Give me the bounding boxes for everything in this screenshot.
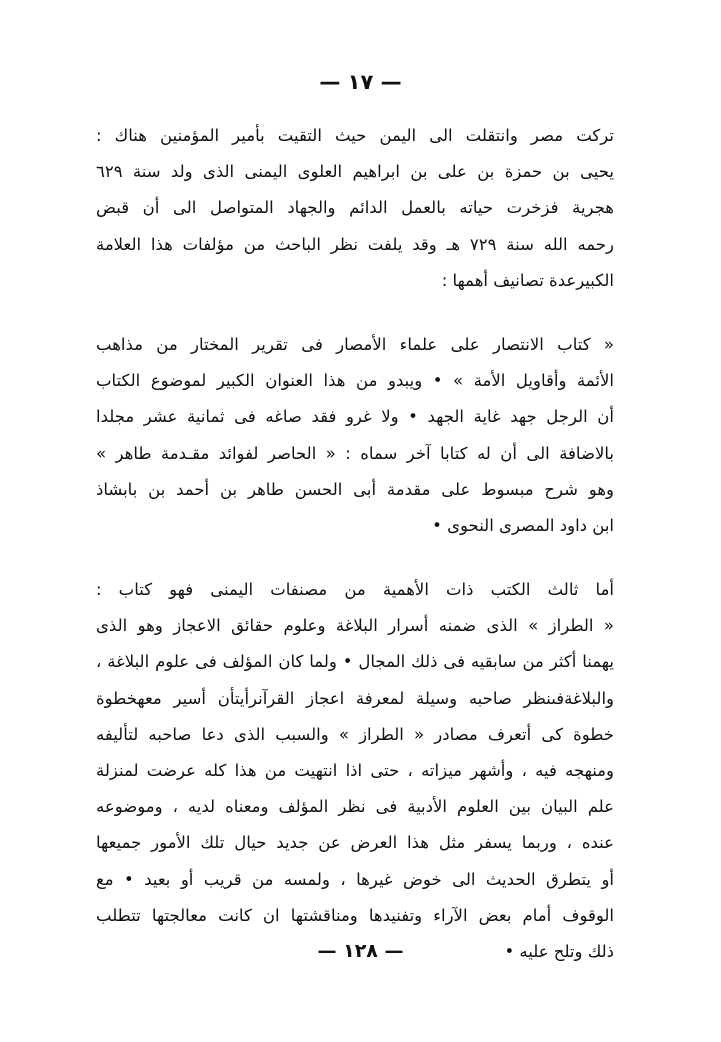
text-line: أو يتطرق الحديث الى خوض غيرها ، ولمسه من قريب أو بعيد • مع <box>96 869 614 889</box>
text-line: تركت مصر وانتقلت الى اليمن حيث التقيت بأمير المؤمنين هناك : <box>96 126 614 145</box>
paragraph-2 <box>96 327 614 544</box>
text-line: هجرية فزخرت حياته بالعمل الدائم والجهاد المتواصل الى أن قبض <box>96 198 614 218</box>
book-page-number: — ١٢٨ — <box>317 940 404 962</box>
paragraph-3 <box>96 572 614 970</box>
text-line: ابن داود المصرى النحوى • <box>432 515 614 535</box>
text-line: أما ثالث الكتب ذات الأهمية من مصنفات اليمنى فهو كتاب : <box>96 580 614 600</box>
text-line: ومنهجه فيه ، وأشهر ميزاته ، حتى اذا انتهيت من هذا كله عرضت لمنزلة <box>96 761 614 780</box>
paragraph-spacer <box>96 299 614 327</box>
text-line: بالاضافة الى أن له كتابا آخر سماه : « الحاصر لفوائد مقـدمة طاهر » <box>96 443 614 463</box>
text-line: الوقوف أمام بعض الآراء وتفنيدها ومناقشتها ان كانت معالجتها تتطلب <box>96 905 614 925</box>
text-line: رحمه الله سنة ٧٢٩ هـ وقد يلفت نظر الباحث من مؤلفات هذا العلامة <box>96 234 614 254</box>
text-line: الأئمة وأقاويل الأمة » • ويبدو من هذا العنوان الكبير لموضوع الكتاب <box>96 371 614 391</box>
paragraph-spacer <box>96 544 614 572</box>
text-line: والبلاغةفىنظر صاحبه وسيلة لمعرفة اعجاز القرآنرأيتأن أسير معهخطوة <box>96 688 614 708</box>
text-line: أن الرجل جهد غاية الجهد • ولا غرو فقد صاغه فى ثمانية عشر مجلدا <box>96 407 614 427</box>
paragraph-1 <box>96 118 614 299</box>
text-line: ذلك وتلح عليه • <box>504 941 614 961</box>
chapter-page-number: — ١٧ — <box>319 70 402 94</box>
page-body <box>96 118 614 970</box>
text-line: « الطراز » الذى ضمنه أسرار البلاغة وعلوم حقائق الاعجاز وهو الذى <box>96 616 614 636</box>
text-line: علم البيان بين العلوم الأدبية فى نظر المؤلف ومعناه لديه ، وموضوعه <box>96 797 614 817</box>
text-line: خطوة كى أتعرف مصادر « الطراز » والسبب الذى دعا صاحبه لتأليفه <box>96 724 614 744</box>
text-line: يحيى بن حمزة بن على بن ابراهيم العلوى اليمنى الذى ولد سنة ٦٢٩ <box>96 162 614 182</box>
text-line: وهو شرح مبسوط على مقدمة أبى الحسن طاهر بن أحمد بن بابشاذ <box>96 479 614 499</box>
text-line: يهمنا أكثر من سابقيه فى ذلك المجال • ولما كان المؤلف فى علوم البلاغة ، <box>96 652 614 672</box>
text-line: عنده ، وربما يسفر مثل هذا العرض عن جديد حيال تلك الأمور جميعها <box>96 833 614 853</box>
text-line: « كتاب الانتصار على علماء الأمصار فى تقرير المختار من مذاهب <box>96 334 614 354</box>
text-line: الكبيرعدة تصانيف أهمها : <box>441 270 614 290</box>
